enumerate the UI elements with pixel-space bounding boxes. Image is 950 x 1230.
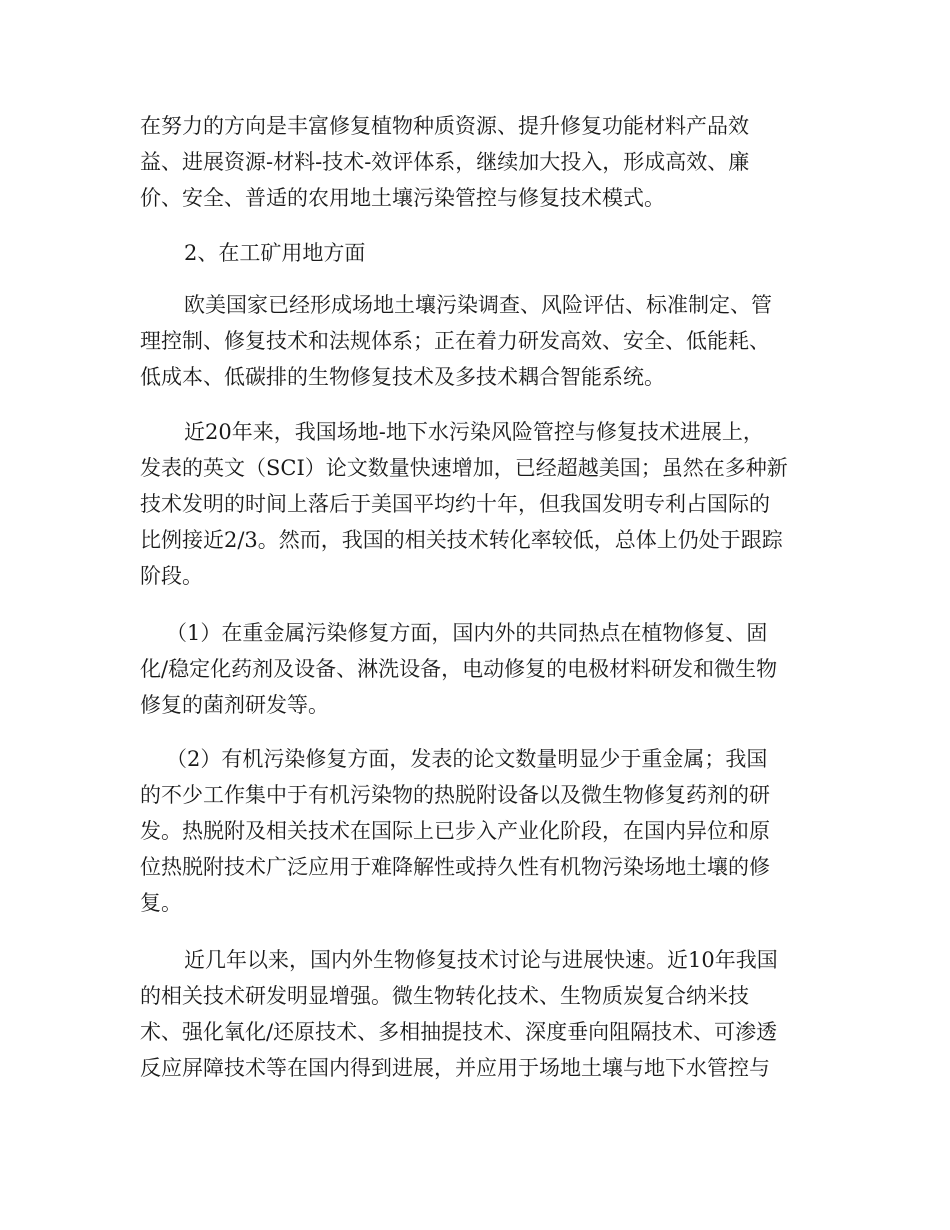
text-line: 理控制、修复技术和法规体系；正在着力研发高效、安全、低能耗、 (140, 329, 770, 353)
text-line: 技术发明的时间上落后于美国平均约十年，但我国发明专利占国际的 (140, 492, 770, 516)
text-line: 位热脱附技术广泛应用于难降解性或持久性有机物污染场地土壤的修 (140, 855, 770, 879)
text-line: 复。 (140, 891, 182, 915)
text-line: （1）在重金属污染修复方面，国内外的共同热点在植物修复、固 (166, 621, 768, 645)
paragraph (140, 615, 820, 723)
text-line: 反应屏障技术等在国内得到进展，并应用于场地土壤与地下水管控与 (140, 1056, 770, 1080)
text-line: （2）有机污染修复方面，发表的论文数量明显少于重金属；我国 (166, 747, 768, 771)
text-line: 比例接近2/3。然而，我国的相关技术转化率较低，总体上仍处于跟踪 (140, 528, 783, 552)
text-line: 发表的英文（SCI）论文数量快速增加，已经超越美国；虽然在多种新 (140, 456, 788, 480)
text-line: 益、进展资源-材料-技术-效评体系，继续加大投入，形成高效、廉 (140, 150, 750, 174)
text-line: 修复的菌剂研发等。 (140, 693, 329, 717)
paragraph (140, 741, 820, 921)
text-line: 化/稳定化药剂及设备、淋洗设备，电动修复的电极材料研发和微生物 (140, 657, 778, 681)
text-line: 近几年以来，国内外生物修复技术讨论与进展快速。近10年我国 (184, 948, 778, 972)
text-line: 价、安全、普适的农用地土壤污染管控与修复技术模式。 (140, 186, 665, 210)
heading-text: 2、在工矿用地方面 (184, 241, 366, 265)
text-line: 在努力的方向是丰富修复植物种质资源、提升修复功能材料产品效 (140, 114, 749, 138)
text-line: 欧美国家已经形成场地土壤污染调查、风险评估、标准制定、管 (184, 293, 772, 317)
text-line: 阶段。 (140, 564, 203, 588)
text-line: 发。热脱附及相关技术在国际上已步入产业化阶段，在国内异位和原 (140, 819, 770, 843)
text-line: 近20年来，我国场地-地下水污染风险管控与修复技术进展上， (184, 420, 764, 444)
paragraph (140, 287, 820, 395)
text-line: 低成本、低碳排的生物修复技术及多技术耦合智能系统。 (140, 365, 665, 389)
paragraph-continued (140, 108, 820, 216)
paragraph (140, 414, 820, 594)
text-line: 的不少工作集中于有机污染物的热脱附设备以及微生物修复药剂的研 (140, 783, 770, 807)
section-heading (140, 235, 820, 271)
paragraph (140, 942, 820, 1086)
text-line: 术、强化氧化/还原技术、多相抽提技术、深度垂向阻隔技术、可渗透 (140, 1020, 778, 1044)
text-line: 的相关技术研发明显增强。微生物转化技术、生物质炭复合纳米技 (140, 984, 749, 1008)
